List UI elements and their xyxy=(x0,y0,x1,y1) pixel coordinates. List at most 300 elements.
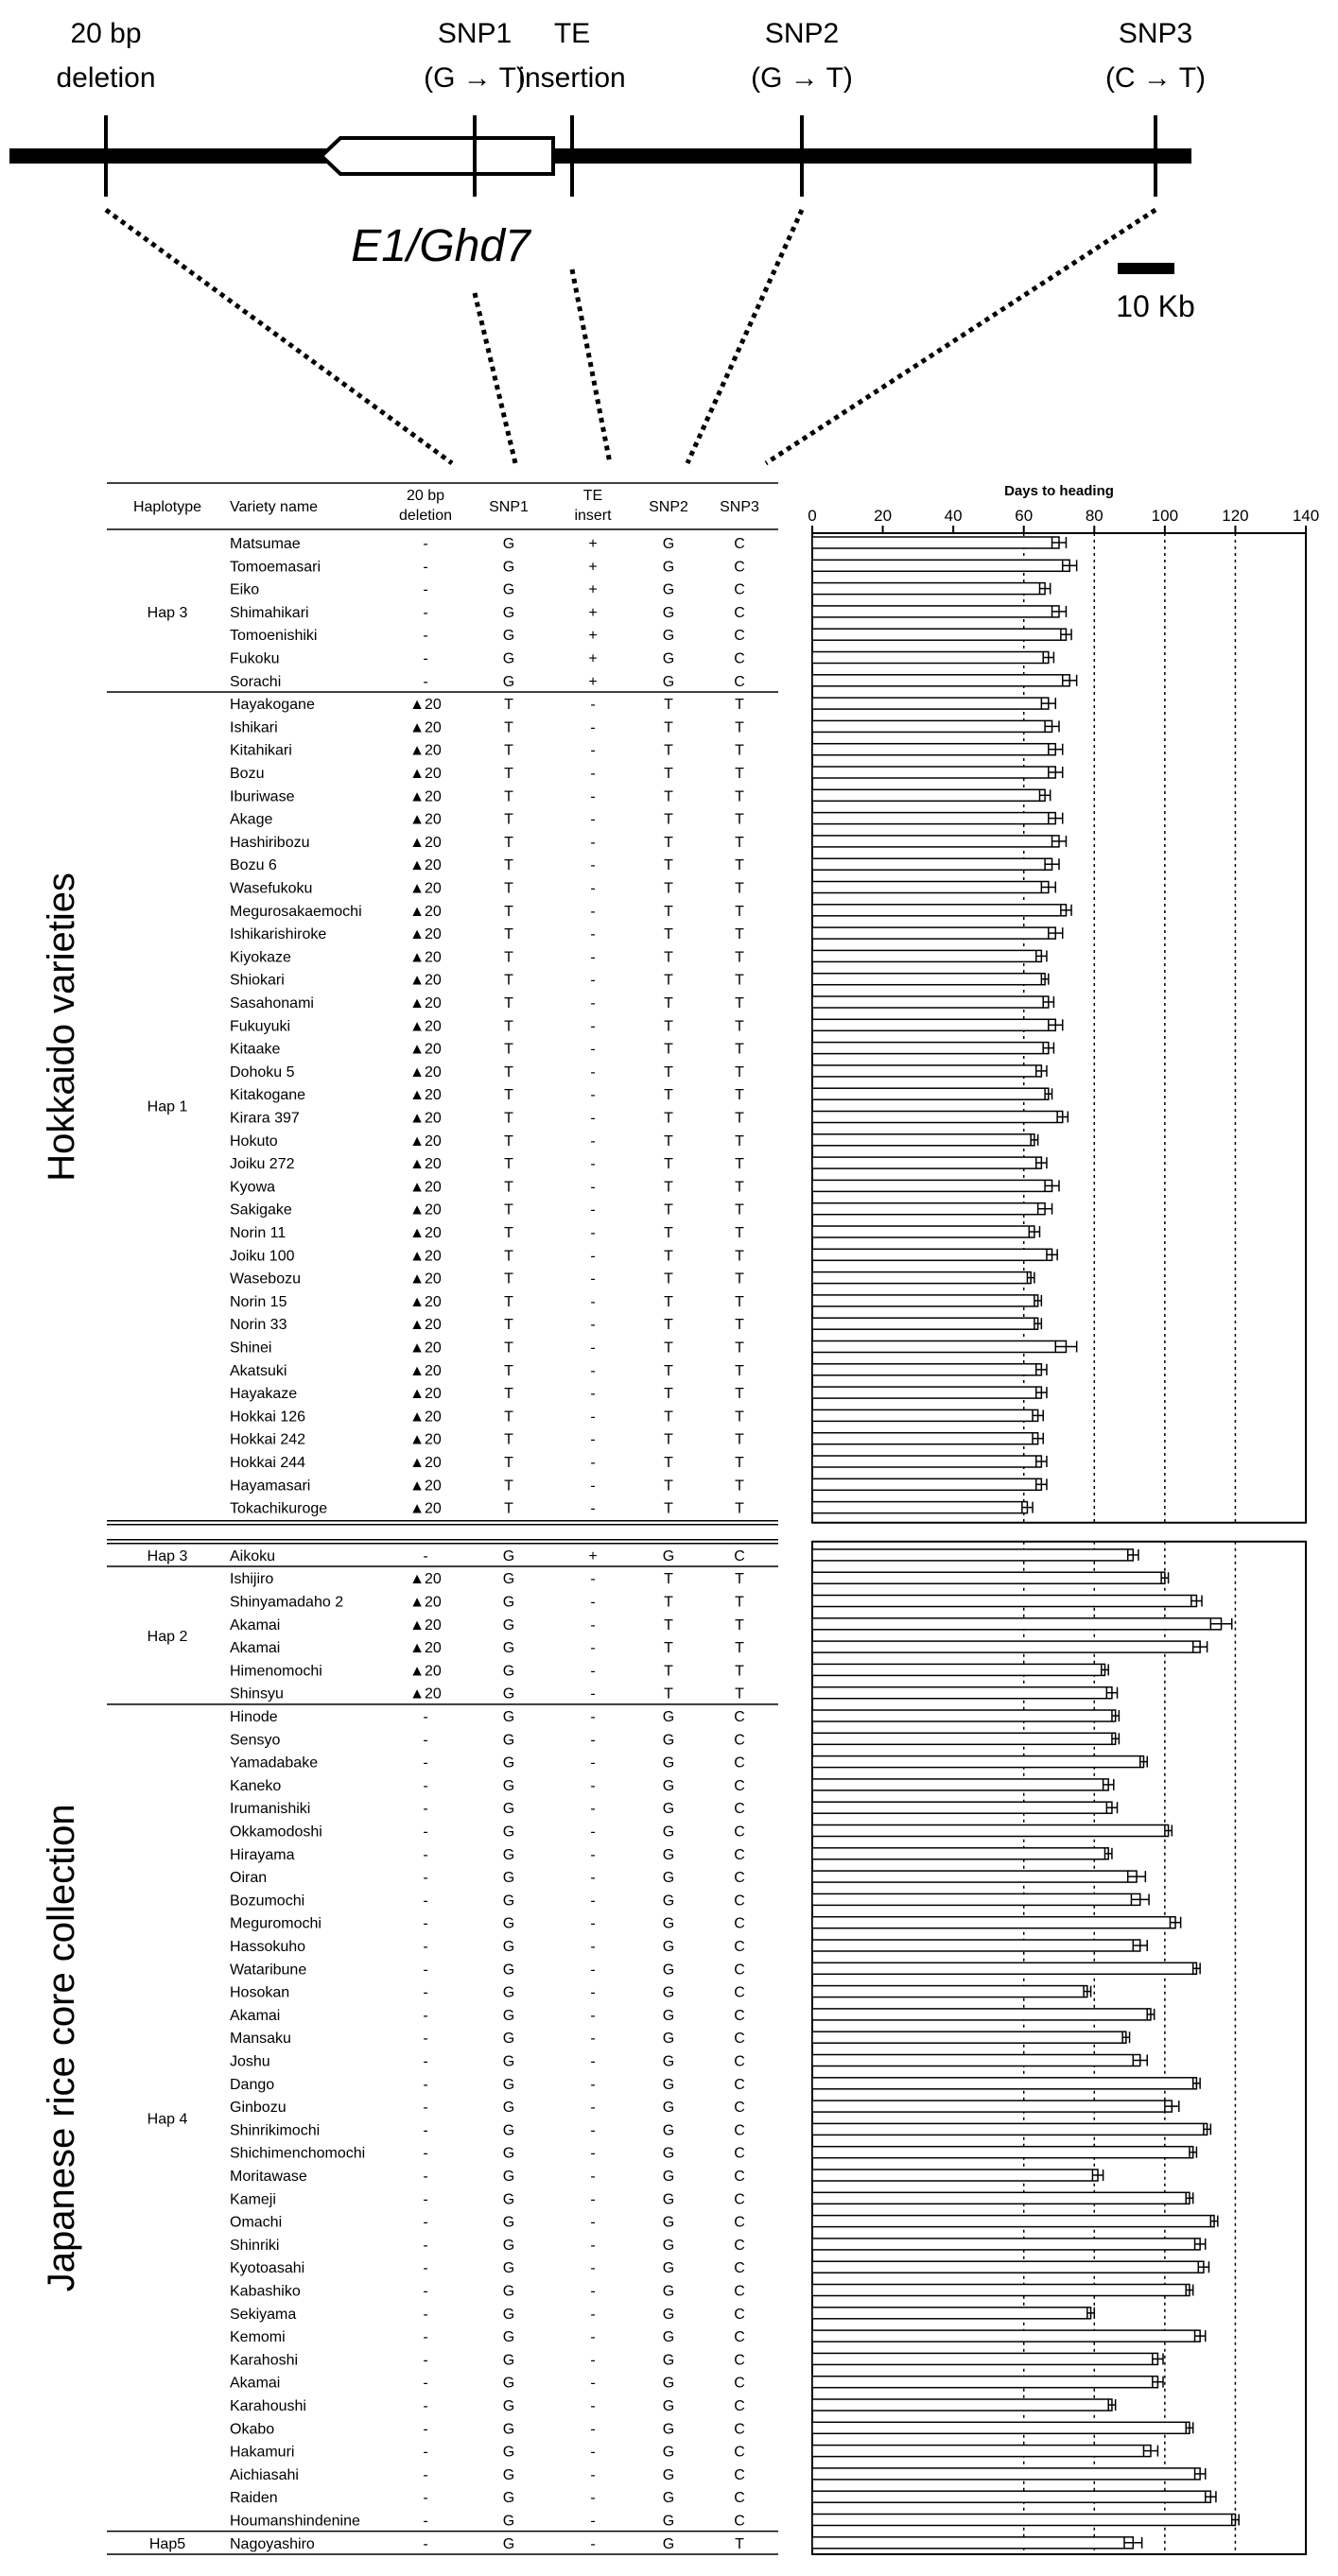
variety-name: Aichiasahi xyxy=(230,2466,299,2483)
allele-snp3: T xyxy=(735,1640,744,1657)
chart-title: Days to heading xyxy=(1004,483,1114,499)
allele-snp1: T xyxy=(504,1087,513,1104)
marker-label-snp3-sub: (C → T) xyxy=(1104,62,1207,94)
allele-snp2: T xyxy=(664,1431,673,1448)
heading-bar xyxy=(812,1295,1038,1306)
variety-name: Moritawase xyxy=(230,2169,307,2185)
header-snp3: SNP3 xyxy=(720,499,759,515)
allele-te: - xyxy=(590,1915,596,1932)
heading-bar xyxy=(812,560,1069,571)
allele-te: - xyxy=(590,2145,596,2162)
heading-bar xyxy=(812,2147,1193,2158)
allele-snp1: G xyxy=(502,1594,515,1611)
heading-bar xyxy=(812,1893,1140,1905)
allele-te: - xyxy=(590,2076,596,2093)
heading-bar xyxy=(812,1733,1116,1744)
allele-snp2: G xyxy=(662,1801,675,1818)
allele-snp1: T xyxy=(504,1340,513,1357)
marker-label-del20-sub: deletion xyxy=(56,62,156,94)
allele-te: - xyxy=(590,1340,596,1357)
allele-te: - xyxy=(590,2375,596,2392)
allele-snp3: T xyxy=(735,697,744,714)
allele-snp2: G xyxy=(662,2306,675,2323)
allele-te: - xyxy=(590,2053,596,2070)
heading-bar xyxy=(812,537,1059,548)
allele-snp3: C xyxy=(734,2375,745,2392)
variety-name: Bozu xyxy=(230,766,265,782)
variety-name: Tomoemasari xyxy=(230,559,321,576)
allele-snp1: T xyxy=(504,1018,513,1035)
allele-snp1: G xyxy=(502,2191,515,2208)
heading-bar xyxy=(812,1848,1108,1859)
heading-bar xyxy=(812,2123,1208,2135)
allele-del: - xyxy=(423,2535,428,2552)
allele-snp1: G xyxy=(502,1663,515,1680)
allele-te: - xyxy=(590,1870,596,1887)
allele-snp3: C xyxy=(734,1846,745,1863)
allele-snp2: T xyxy=(664,926,673,943)
allele-snp3: T xyxy=(735,1455,744,1471)
allele-snp1: G xyxy=(502,1709,515,1725)
allele-snp3: C xyxy=(734,2053,745,2070)
haplotype-label: Hap 1 xyxy=(147,1098,188,1115)
allele-snp3: C xyxy=(734,1915,745,1932)
allele-snp1: G xyxy=(502,2169,515,2185)
allele-snp1: T xyxy=(504,1156,513,1173)
allele-del: ▲20 xyxy=(409,1616,442,1634)
allele-snp3: T xyxy=(735,1340,744,1357)
allele-snp2: G xyxy=(662,559,675,576)
allele-snp3: T xyxy=(735,857,744,874)
allele-snp2: G xyxy=(662,1732,675,1749)
variety-name: Yamadabake xyxy=(230,1755,319,1772)
allele-te: - xyxy=(590,1431,596,1448)
allele-del: ▲20 xyxy=(409,903,442,920)
allele-te: - xyxy=(590,1018,596,1035)
heading-bar xyxy=(812,1710,1116,1721)
allele-snp3: T xyxy=(735,1500,744,1517)
allele-te: - xyxy=(590,1755,596,1772)
header-snp2: SNP2 xyxy=(649,499,688,515)
allele-snp1: T xyxy=(504,1431,513,1448)
heading-bar xyxy=(812,2468,1200,2480)
variety-name: Akage xyxy=(230,811,273,828)
heading-bar xyxy=(812,698,1049,709)
allele-snp3: T xyxy=(735,742,744,759)
allele-snp1: G xyxy=(502,2375,515,2392)
allele-te: - xyxy=(590,1594,596,1611)
allele-snp1: G xyxy=(502,650,515,667)
allele-snp2: G xyxy=(662,673,675,690)
haplotype-label: Hap 3 xyxy=(147,1547,188,1565)
allele-snp2: G xyxy=(662,2169,675,2185)
allele-del: ▲20 xyxy=(409,766,442,782)
heading-bar xyxy=(812,1088,1049,1099)
allele-snp3: T xyxy=(735,1386,744,1403)
allele-te: - xyxy=(590,2466,596,2483)
allele-snp3: C xyxy=(734,559,745,576)
axis-tick-label: 80 xyxy=(1085,507,1103,525)
group-label: Hokkaido varieties xyxy=(41,872,82,1182)
allele-snp3: T xyxy=(735,1063,744,1081)
allele-snp2: T xyxy=(664,1087,673,1104)
allele-snp2: G xyxy=(662,2421,675,2438)
allele-del: - xyxy=(423,1547,428,1565)
allele-del: - xyxy=(423,2122,428,2139)
axis-tick-label: 140 xyxy=(1292,507,1320,525)
variety-name: Kitahikari xyxy=(230,742,292,759)
heading-bar xyxy=(812,2537,1133,2549)
heading-bar xyxy=(812,1157,1041,1168)
variety-name: Hassokuho xyxy=(230,1939,306,1955)
allele-snp2: G xyxy=(662,2145,675,2162)
allele-del: ▲20 xyxy=(409,811,442,828)
variety-name: Kiyokaze xyxy=(230,949,291,966)
allele-del: ▲20 xyxy=(409,1640,442,1657)
variety-name: Kitakogane xyxy=(230,1087,306,1104)
heading-bar xyxy=(812,996,1049,1008)
allele-te: - xyxy=(590,2122,596,2139)
heading-bar xyxy=(812,1065,1041,1077)
variety-name: Shinyamadaho 2 xyxy=(230,1594,344,1611)
heading-bar xyxy=(812,2055,1140,2066)
header-deletion: 20 bp xyxy=(406,488,445,504)
marker-label-snp3: SNP3 xyxy=(1118,18,1193,49)
variety-name: Sasahonami xyxy=(230,995,314,1011)
allele-del: ▲20 xyxy=(409,1110,442,1127)
variety-name: Ginbozu xyxy=(230,2100,287,2117)
allele-snp3: T xyxy=(735,1594,744,1611)
allele-snp3: C xyxy=(734,2191,745,2208)
allele-snp2: G xyxy=(662,2076,675,2093)
allele-snp1: G xyxy=(502,2053,515,2070)
allele-snp3: C xyxy=(734,2100,745,2117)
header-variety: Variety name xyxy=(230,499,319,515)
allele-snp1: G xyxy=(502,1755,515,1772)
allele-del: - xyxy=(423,1777,428,1794)
header-snp1: SNP1 xyxy=(489,499,529,515)
allele-snp1: G xyxy=(502,2122,515,2139)
allele-snp3: T xyxy=(735,1202,744,1219)
allele-snp1: G xyxy=(502,1571,515,1588)
allele-snp1: T xyxy=(504,719,513,736)
allele-te: - xyxy=(590,811,596,828)
variety-name: Hinode xyxy=(230,1709,278,1725)
allele-del: ▲20 xyxy=(409,1087,442,1104)
allele-te: - xyxy=(590,2513,596,2530)
allele-snp3: C xyxy=(734,2306,745,2323)
variety-name: Norin 15 xyxy=(230,1293,287,1310)
allele-snp1: T xyxy=(504,880,513,897)
allele-snp2: G xyxy=(662,1870,675,1887)
allele-te: - xyxy=(590,972,596,989)
allele-te: - xyxy=(590,1663,596,1680)
allele-snp2: G xyxy=(662,2375,675,2392)
allele-snp2: G xyxy=(662,1962,675,1979)
allele-snp1: T xyxy=(504,857,513,874)
allele-te: + xyxy=(588,1547,598,1565)
heading-bar xyxy=(812,1112,1063,1123)
allele-snp1: T xyxy=(504,926,513,943)
allele-del: - xyxy=(423,536,428,552)
allele-del: - xyxy=(423,1915,428,1932)
variety-name: Sekiyama xyxy=(230,2306,297,2323)
heading-bar xyxy=(812,1756,1143,1768)
allele-te: + xyxy=(588,673,598,690)
allele-snp2: G xyxy=(662,2237,675,2254)
variety-name: Hokuto xyxy=(230,1132,278,1150)
variety-name: Shichimenchomochi xyxy=(230,2145,366,2162)
allele-te: - xyxy=(590,2535,596,2552)
allele-snp3: T xyxy=(735,811,744,828)
variety-name: Fukuyuki xyxy=(230,1018,291,1035)
allele-snp2: G xyxy=(662,2398,675,2414)
allele-del: - xyxy=(423,2421,428,2438)
allele-snp1: G xyxy=(502,559,515,576)
allele-del: - xyxy=(423,2352,428,2369)
variety-name: Kaneko xyxy=(230,1777,282,1794)
heading-bar xyxy=(812,2330,1200,2342)
heading-bar xyxy=(812,1409,1038,1421)
allele-te: - xyxy=(590,949,596,966)
heading-bar xyxy=(812,744,1055,755)
axis-tick-label: 40 xyxy=(944,507,963,525)
allele-snp1: G xyxy=(502,2237,515,2254)
allele-del: - xyxy=(423,2169,428,2185)
allele-snp3: T xyxy=(735,1248,744,1265)
variety-name: Hayamasari xyxy=(230,1478,311,1495)
allele-snp2: T xyxy=(664,1663,673,1680)
variety-name: Himenomochi xyxy=(230,1663,322,1680)
axis-tick-label: 120 xyxy=(1222,507,1249,525)
allele-snp3: C xyxy=(734,2122,745,2139)
allele-snp2: T xyxy=(664,1271,673,1288)
allele-snp2: T xyxy=(664,949,673,966)
allele-te: - xyxy=(590,1640,596,1657)
allele-te: - xyxy=(590,1616,596,1634)
allele-te: - xyxy=(590,1248,596,1265)
variety-name: Wasebozu xyxy=(230,1271,301,1288)
heading-bar xyxy=(812,1779,1108,1790)
heading-bar xyxy=(812,1802,1112,1813)
allele-te: - xyxy=(590,1709,596,1725)
allele-del: - xyxy=(423,581,428,598)
haplotype-label: Hap 4 xyxy=(147,2111,188,2128)
variety-name: Kemomi xyxy=(230,2329,286,2346)
allele-snp2: T xyxy=(664,995,673,1011)
allele-te: - xyxy=(590,2444,596,2461)
allele-te: - xyxy=(590,1087,596,1104)
allele-del: ▲20 xyxy=(409,1594,442,1611)
allele-snp3: C xyxy=(734,1962,745,1979)
allele-snp1: G xyxy=(502,1686,515,1703)
allele-snp2: T xyxy=(664,903,673,920)
heading-bar xyxy=(812,2192,1190,2204)
variety-name: Kabashiko xyxy=(230,2283,301,2300)
allele-snp1: T xyxy=(504,1271,513,1288)
allele-snp3: T xyxy=(735,1087,744,1104)
allele-snp1: G xyxy=(502,1547,515,1565)
allele-snp2: T xyxy=(664,1132,673,1150)
allele-snp2: T xyxy=(664,1478,673,1495)
allele-snp2: T xyxy=(664,1248,673,1265)
allele-snp3: T xyxy=(735,995,744,1011)
heading-bar xyxy=(812,629,1066,640)
allele-te: - xyxy=(590,2421,596,2438)
variety-name: Akatsuki xyxy=(230,1362,287,1379)
variety-name: Iburiwase xyxy=(230,788,295,805)
allele-snp2: T xyxy=(664,1202,673,1219)
allele-snp2: G xyxy=(662,2329,675,2346)
allele-snp1: G xyxy=(502,1801,515,1818)
variety-name: Hakamuri xyxy=(230,2444,295,2461)
allele-te: - xyxy=(590,2352,596,2369)
heading-bar xyxy=(812,1962,1196,1974)
allele-te: - xyxy=(590,880,596,897)
allele-snp1: T xyxy=(504,1317,513,1334)
variety-name: Nagoyashiro xyxy=(230,2535,315,2552)
axis-tick-label: 0 xyxy=(808,507,817,525)
allele-snp2: G xyxy=(662,536,675,552)
allele-snp2: G xyxy=(662,2535,675,2552)
allele-snp1: T xyxy=(504,1179,513,1196)
allele-snp3: T xyxy=(735,1478,744,1495)
scale-label: 10 Kb xyxy=(1116,289,1195,323)
allele-snp2: G xyxy=(662,2444,675,2461)
variety-name: Meguromochi xyxy=(230,1915,321,1932)
allele-del: - xyxy=(423,2053,428,2070)
allele-snp2: T xyxy=(664,1409,673,1426)
allele-snp3: T xyxy=(735,1110,744,1127)
allele-snp1: G xyxy=(502,536,515,552)
allele-del: ▲20 xyxy=(409,1179,442,1196)
allele-snp3: T xyxy=(735,972,744,989)
allele-te: - xyxy=(590,2283,596,2300)
allele-snp3: C xyxy=(734,2007,745,2024)
allele-snp1: T xyxy=(504,811,513,828)
axis-tick-label: 20 xyxy=(874,507,893,525)
allele-snp2: G xyxy=(662,2490,675,2507)
allele-te: + xyxy=(588,604,598,621)
allele-snp3: T xyxy=(735,1018,744,1035)
allele-del: - xyxy=(423,2398,428,2414)
variety-name: Joshu xyxy=(230,2053,270,2070)
allele-snp3: T xyxy=(735,1616,744,1634)
heading-bar xyxy=(812,1387,1041,1398)
heading-bar xyxy=(812,606,1059,617)
allele-del: - xyxy=(423,1870,428,1887)
allele-del: ▲20 xyxy=(409,1340,442,1357)
allele-snp3: T xyxy=(735,1293,744,1310)
allele-snp1: T xyxy=(504,949,513,966)
allele-del: - xyxy=(423,2191,428,2208)
allele-snp1: T xyxy=(504,766,513,782)
allele-snp3: C xyxy=(734,1870,745,1887)
allele-del: - xyxy=(423,1732,428,1749)
variety-name: Matsumae xyxy=(230,536,301,552)
allele-snp1: G xyxy=(502,1846,515,1863)
allele-snp1: G xyxy=(502,1893,515,1910)
allele-te: - xyxy=(590,1041,596,1058)
heading-bar xyxy=(812,2353,1157,2364)
variety-name: Wataribune xyxy=(230,1962,307,1979)
variety-name: Hosokan xyxy=(230,1984,290,2001)
variety-name: Norin 33 xyxy=(230,1317,287,1334)
heading-bar xyxy=(812,1249,1052,1260)
allele-snp2: T xyxy=(664,880,673,897)
allele-te: - xyxy=(590,2100,596,2117)
allele-del: - xyxy=(423,2100,428,2117)
allele-snp1: G xyxy=(502,1962,515,1979)
variety-name: Shiokari xyxy=(230,972,285,989)
allele-snp3: C xyxy=(734,581,745,598)
marker-label-snp2: SNP2 xyxy=(764,18,840,49)
allele-del: ▲20 xyxy=(409,1018,442,1035)
variety-name: Megurosakaemochi xyxy=(230,903,362,920)
allele-te: - xyxy=(590,857,596,874)
allele-snp2: T xyxy=(664,1018,673,1035)
allele-del: ▲20 xyxy=(409,1571,442,1588)
allele-te: - xyxy=(590,1110,596,1127)
allele-snp3: C xyxy=(734,1732,745,1749)
allele-snp2: T xyxy=(664,1317,673,1334)
allele-snp1: T xyxy=(504,834,513,851)
allele-snp2: T xyxy=(664,834,673,851)
allele-te: - xyxy=(590,1409,596,1426)
variety-name: Shinsyu xyxy=(230,1686,284,1703)
allele-snp1: T xyxy=(504,1455,513,1471)
variety-name: Fukoku xyxy=(230,650,280,667)
allele-snp2: G xyxy=(662,2100,675,2117)
allele-snp2: G xyxy=(662,1939,675,1955)
heading-bar xyxy=(812,2399,1112,2411)
allele-snp1: T xyxy=(504,788,513,805)
allele-snp1: G xyxy=(502,2513,515,2530)
allele-snp2: T xyxy=(664,972,673,989)
variety-name: Bozumochi xyxy=(230,1893,305,1910)
allele-te: - xyxy=(590,2329,596,2346)
allele-del: ▲20 xyxy=(409,742,442,759)
allele-te: + xyxy=(588,581,598,598)
variety-name: Shinei xyxy=(230,1340,272,1357)
heading-bar xyxy=(812,675,1069,686)
heading-bar xyxy=(812,2308,1091,2319)
allele-snp1: T xyxy=(504,972,513,989)
allele-snp2: G xyxy=(662,2031,675,2048)
heading-bar xyxy=(812,2078,1196,2089)
marker-label-te: TE xyxy=(553,18,591,49)
variety-name: Tokachikuroge xyxy=(230,1500,328,1517)
allele-snp3: C xyxy=(734,628,745,645)
allele-snp2: T xyxy=(664,1041,673,1058)
allele-del: - xyxy=(423,2329,428,2346)
allele-te: - xyxy=(590,697,596,714)
allele-snp1: G xyxy=(502,2100,515,2117)
allele-snp1: G xyxy=(502,673,515,690)
allele-snp1: T xyxy=(504,697,513,714)
heading-bar xyxy=(812,927,1055,939)
allele-del: ▲20 xyxy=(409,788,442,805)
variety-name: Dohoku 5 xyxy=(230,1063,295,1081)
allele-del: ▲20 xyxy=(409,1225,442,1241)
allele-del: - xyxy=(423,1801,428,1818)
allele-snp3: T xyxy=(735,1156,744,1173)
allele-del: ▲20 xyxy=(409,1686,442,1703)
allele-del: - xyxy=(423,2031,428,2048)
variety-name: Akamai xyxy=(230,2007,281,2024)
allele-snp2: G xyxy=(662,650,675,667)
allele-snp3: C xyxy=(734,2145,745,2162)
